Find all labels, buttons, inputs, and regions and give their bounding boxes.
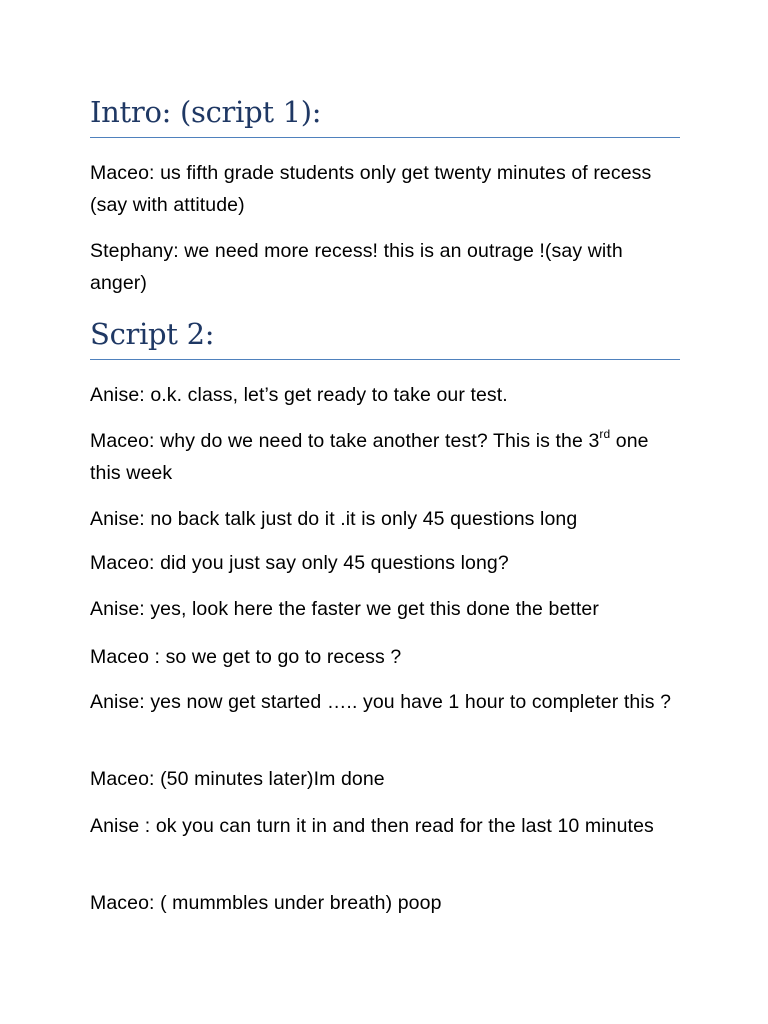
script-line: Anise: no back talk just do it .it is only 45 questions long xyxy=(90,508,578,530)
script-line: Maceo: did you just say only 45 questions long? xyxy=(90,552,509,574)
script-line: Maceo: (50 minutes later)Im done xyxy=(90,768,385,790)
script-line: Anise: yes, look here the faster we get this done the better xyxy=(90,598,599,620)
script-line: Anise: yes now get started ….. you have 1 hour to completer this ? xyxy=(90,691,672,713)
heading-rule xyxy=(90,137,680,138)
document-page xyxy=(90,0,680,1024)
script-line xyxy=(90,425,680,489)
script-line: Anise: o.k. class, let’s get ready to take our test. xyxy=(90,384,508,406)
script-line: Maceo : so we get to go to recess ? xyxy=(90,646,402,668)
ordinal-suffix: rd xyxy=(599,426,611,441)
script-line: Maceo: ( mummbles under breath) poop xyxy=(90,892,442,914)
heading-rule xyxy=(90,359,680,360)
section-heading-script-2: Script 2: xyxy=(90,317,215,351)
script-line: Maceo: us fifth grade students only get twenty minutes of recess (say with attitude) xyxy=(90,162,652,216)
script-line-text: Maceo: why do we need to take another test? This is the 3 xyxy=(90,430,600,452)
script-line: Anise : ok you can turn it in and then read for the last 10 minutes xyxy=(90,815,654,837)
section-heading-intro: Intro: (script 1): xyxy=(90,95,322,129)
script-line-text: one this week xyxy=(90,430,649,484)
script-line: Stephany: we need more recess! this is an outrage !(say with anger) xyxy=(90,240,623,294)
